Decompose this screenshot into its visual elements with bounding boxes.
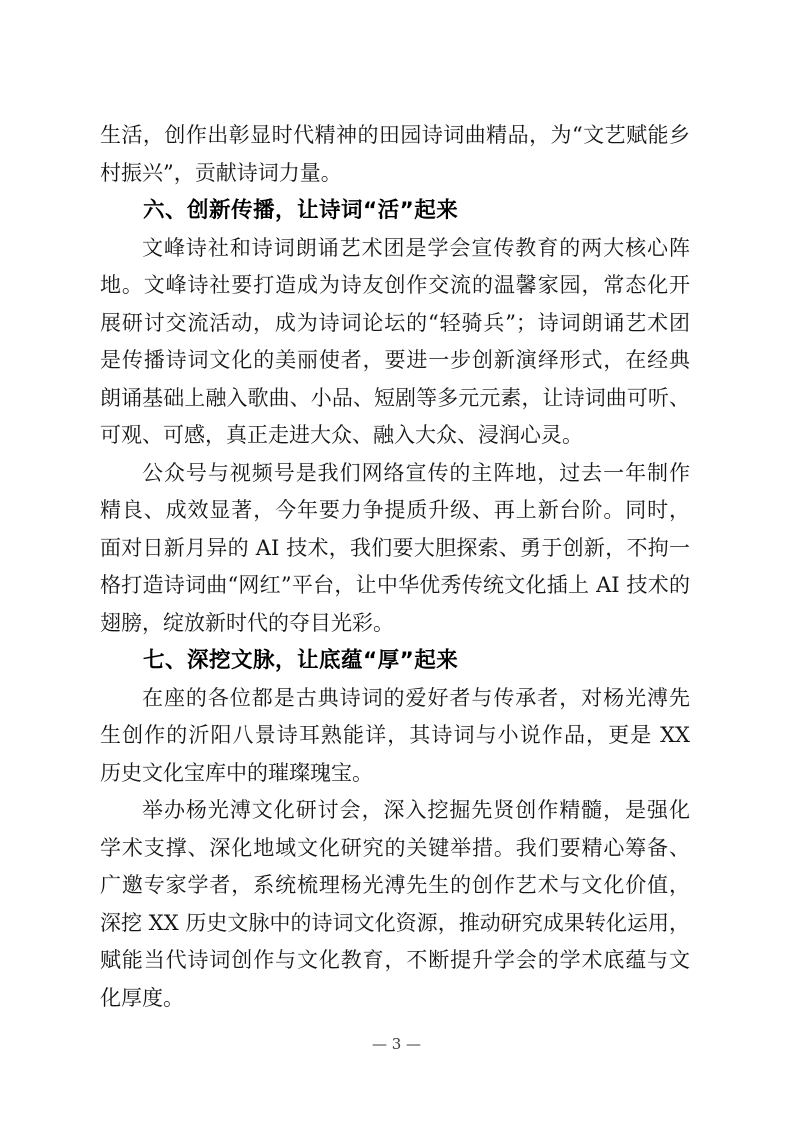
body-line: 朗诵基础上融入歌曲、小品、短剧等多元元素，让诗词曲可听、 — [100, 385, 690, 410]
body-line: 翅膀，绽放新时代的夺目光彩。 — [100, 610, 394, 635]
body-line: 历史文化宝库中的璀璨瑰宝。 — [100, 760, 373, 785]
body-line: 格打造诗词曲“网红”平台，让中华优秀传统文化插上 AI 技术的 — [100, 573, 690, 597]
section-heading-7: 七、深挖文脉，让底蕴“厚”起来 — [143, 648, 459, 673]
body-line: 生创作的沂阳八景诗耳熟能详，其诗词与小说作品，更是 XX — [100, 723, 690, 747]
page-number: — 3 — — [371, 1035, 422, 1053]
section-heading-6: 六、创新传播，让诗词“活”起来 — [143, 198, 459, 223]
body-line: 学术支撑、深化地域文化研究的关键举措。我们要精心筹备、 — [100, 835, 690, 860]
body-line: 村振兴”，贡献诗词力量。 — [100, 160, 342, 185]
body-line: 在座的各位都是古典诗词的爱好者与传承者，对杨光溥先 — [142, 685, 690, 710]
body-line: 面对日新月异的 AI 技术，我们要大胆探索、勇于创新，不拘一 — [100, 535, 690, 560]
body-line: 地。文峰诗社要打造成为诗友创作交流的温馨家园，常态化开 — [100, 273, 690, 297]
body-line: 精良、成效显著，今年要力争提质升级、再上新台阶。同时， — [100, 498, 690, 522]
body-line: 生活，创作出彰显时代精神的田园诗词曲精品，为“文艺赋能乡 — [100, 123, 690, 147]
body-line: 文峰诗社和诗词朗诵艺术团是学会宣传教育的两大核心阵 — [142, 235, 690, 260]
body-line: 可观、可感，真正走进大众、融入大众、浸润心灵。 — [100, 423, 583, 447]
body-line: 举办杨光溥文化研讨会，深入挖掘先贤创作精髓，是强化 — [142, 798, 690, 822]
document-body — [100, 117, 690, 1017]
body-line: 深挖 XX 历史文脉中的诗词文化资源，推动研究成果转化运用， — [100, 910, 690, 935]
body-line: 化厚度。 — [100, 985, 184, 1010]
body-line: 赋能当代诗词创作与文化教育，不断提升学会的学术底蕴与文 — [100, 948, 690, 972]
body-line: 广邀专家学者，系统梳理杨光溥先生的创作艺术与文化价值， — [100, 873, 690, 897]
body-line: 是传播诗词文化的美丽使者，要进一步创新演绎形式，在经典 — [100, 348, 690, 372]
body-line: 公众号与视频号是我们网络宣传的主阵地，过去一年制作 — [142, 460, 690, 485]
body-line: 展研讨交流活动，成为诗词论坛的“轻骑兵”；诗词朗诵艺术团 — [100, 310, 690, 335]
